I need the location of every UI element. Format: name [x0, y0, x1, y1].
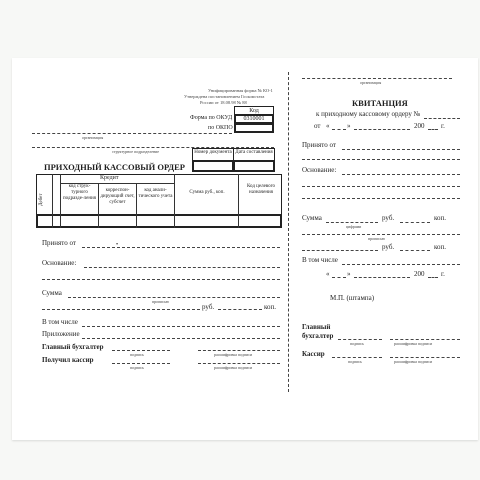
- receipt-ot-label: от: [314, 122, 321, 130]
- receipt-subtitle: к приходному кассовому ордеру №: [316, 110, 421, 118]
- receipt-month-line[interactable]: [354, 129, 410, 130]
- receipt-summa-kop-line[interactable]: [400, 222, 430, 223]
- order-title: ПРИХОДНЫЙ КАССОВЫЙ ОРДЕР: [44, 162, 185, 172]
- prilozhenie-line[interactable]: [82, 338, 280, 339]
- receipt-g-label: г.: [441, 122, 445, 130]
- prilozhenie-label: Приложение: [42, 330, 80, 338]
- glav-buh-label: Главный бухгалтер: [42, 343, 104, 351]
- prinyato-ot-line[interactable]: [82, 247, 280, 248]
- receipt-rub-label: руб.: [382, 214, 395, 222]
- receipt-osnovanie-line-3[interactable]: [302, 198, 460, 199]
- prinyato-ot-label: Принято от: [42, 239, 76, 247]
- summa-line[interactable]: [68, 297, 280, 298]
- receipt-year-line[interactable]: [428, 129, 438, 130]
- receipt-day-line-2[interactable]: [332, 277, 346, 278]
- col-purpose-label: Код целевого назначения: [246, 184, 276, 195]
- doc-number-cell[interactable]: [192, 160, 234, 172]
- col-divider: [174, 174, 175, 228]
- receipt-day-line[interactable]: [332, 129, 346, 130]
- kassir-decode-caption: расшифровка подписи: [214, 365, 253, 370]
- receipt-rub-label-2: руб.: [382, 243, 395, 251]
- receipt-kassir-decode-line[interactable]: [390, 357, 460, 358]
- receipt-propisyu-caption: прописью: [368, 236, 386, 241]
- osnovanie-label: Основание:: [42, 259, 77, 267]
- okud-value: 0310001: [243, 116, 265, 122]
- receipt-quote-open: «: [326, 122, 330, 130]
- kassir-sign-line[interactable]: [112, 363, 170, 364]
- order-table-data-row[interactable]: [36, 214, 282, 228]
- receipt-summa-label: Сумма: [302, 214, 322, 222]
- receipt-title: КВИТАНЦИЯ: [352, 98, 408, 108]
- okpo-box[interactable]: [234, 123, 274, 133]
- receipt-osnovanie-label: Основание:: [302, 166, 337, 174]
- v-tom-chisle-line[interactable]: [82, 326, 280, 327]
- receipt-summa-rub-line[interactable]: [326, 222, 378, 223]
- kod-label: Код: [249, 108, 259, 114]
- receipt-g-label-2: г.: [441, 270, 445, 278]
- receipt-kop-label: коп.: [434, 214, 447, 222]
- receipt-year-line-2[interactable]: [428, 277, 438, 278]
- summa-propisyu-caption: прописью: [152, 299, 170, 304]
- summa-line-2[interactable]: [42, 309, 200, 310]
- poluchil-kassir-label: Получил кассир: [42, 356, 94, 364]
- receipt-kassir-sign-caption: подпись: [348, 359, 362, 364]
- glav-buh-sign-caption: подпись: [130, 352, 144, 357]
- summa-label: Сумма: [42, 289, 62, 297]
- receipt-ciframi-caption: цифрами: [346, 224, 362, 229]
- receipt-glav-buh-sign-caption: подпись: [350, 341, 364, 346]
- receipt-glav-buh-decode-line[interactable]: [390, 339, 460, 340]
- credit-label: Кредит: [100, 175, 119, 181]
- receipt-propisyu-line-2[interactable]: [302, 250, 378, 251]
- form-sheet: [12, 58, 478, 440]
- receipt-osnovanie-line[interactable]: [342, 174, 460, 175]
- col-sum-label: Сумма руб., коп.: [189, 190, 225, 195]
- col-struct-label: код струк-турного подразде-ления: [63, 184, 96, 201]
- receipt-propisyu-line[interactable]: [302, 234, 460, 235]
- receipt-prinyato-ot-line[interactable]: [342, 149, 460, 150]
- org-caption: организация: [82, 135, 104, 140]
- receipt-glav-buh-label-1: Главный: [302, 323, 331, 331]
- osnovanie-line-2[interactable]: [42, 279, 280, 280]
- form-header-line2: Утверждена постановлением Госкомстата: [184, 94, 265, 99]
- col-corr-label: корреспон-дирующий счет, субсчет: [100, 188, 135, 205]
- receipt-v-tom-chisle-line[interactable]: [342, 264, 460, 265]
- glav-buh-decode-line[interactable]: [198, 350, 280, 351]
- okud-label: Форма по ОКУД: [190, 115, 233, 121]
- debit-label: Дебет: [39, 193, 44, 206]
- dot-mark: •: [116, 242, 119, 248]
- receipt-v-tom-chisle-label: В том числе: [302, 256, 338, 264]
- receipt-glav-buh-decode-caption: расшифровка подписи: [394, 341, 433, 346]
- receipt-osnovanie-line-2[interactable]: [302, 186, 460, 187]
- receipt-quote-close: »: [347, 122, 351, 130]
- col-divider: [52, 174, 53, 228]
- receipt-mp-label: М.П. (штампа): [330, 294, 375, 302]
- receipt-year-2: 200: [414, 270, 425, 278]
- receipt-kop-label-2: коп.: [434, 243, 447, 251]
- receipt-year: 200: [414, 122, 425, 130]
- receipt-number-line[interactable]: [424, 118, 460, 119]
- receipt-org-line[interactable]: [302, 78, 452, 79]
- kassir-decode-line[interactable]: [198, 363, 280, 364]
- col-divider: [238, 174, 239, 228]
- doc-date-cell[interactable]: [233, 160, 275, 172]
- tear-line: [288, 72, 289, 392]
- kop-line[interactable]: [218, 309, 262, 310]
- receipt-kop-line-2[interactable]: [400, 250, 430, 251]
- glav-buh-sign-line[interactable]: [112, 350, 170, 351]
- receipt-prinyato-ot-label: Принято от: [302, 141, 336, 149]
- receipt-prinyato-ot-line-2[interactable]: [302, 159, 460, 160]
- kassir-sign-caption: подпись: [130, 365, 144, 370]
- receipt-org-caption: организация: [360, 80, 382, 85]
- form-header-line1: Унифицированная форма № КО-1: [208, 88, 273, 93]
- okpo-label: по ОКПО: [208, 125, 233, 131]
- kop-label: коп.: [264, 303, 277, 311]
- doc-date-label: Дата составления: [235, 150, 273, 155]
- receipt-kassir-decode-caption: расшифровка подписи: [394, 359, 433, 364]
- receipt-glav-buh-label-2: бухгалтер: [302, 332, 334, 340]
- doc-number-label: Номер документа: [194, 150, 232, 155]
- v-tom-chisle-label: В том числе: [42, 318, 78, 326]
- receipt-kassir-sign-line[interactable]: [332, 357, 382, 358]
- receipt-quote-close-2: »: [347, 270, 351, 278]
- receipt-quote-open-2: «: [326, 270, 330, 278]
- osnovanie-line-1[interactable]: [84, 267, 280, 268]
- receipt-kassir-label: Кассир: [302, 350, 325, 358]
- org-line[interactable]: [32, 133, 232, 134]
- rub-label: руб.: [202, 303, 215, 311]
- receipt-month-line-2[interactable]: [354, 277, 410, 278]
- form-header-line3: России от 18.08.98 № 88: [200, 100, 247, 105]
- glav-buh-decode-caption: расшифровка подписи: [214, 352, 253, 357]
- receipt-glav-buh-sign-line[interactable]: [338, 339, 382, 340]
- struct-caption: структурное подразделение: [112, 149, 160, 154]
- col-analytic-label: код анали-тического учета: [138, 188, 173, 199]
